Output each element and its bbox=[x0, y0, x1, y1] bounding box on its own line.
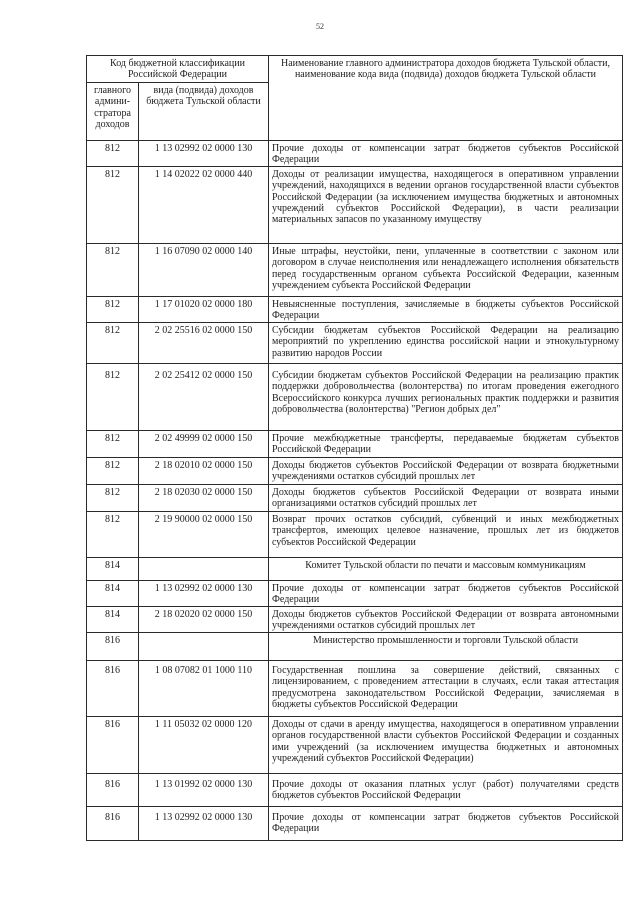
table-row bbox=[87, 458, 623, 485]
income-name-cell: Невыясненные поступления, зачисляемые в бюджеты субъектов Российской Федерации bbox=[269, 297, 623, 323]
table-header-row bbox=[87, 56, 623, 83]
admin-code-cell: 816 bbox=[87, 661, 139, 717]
income-code-cell: 2 18 02030 02 0000 150 bbox=[139, 485, 269, 512]
table-row bbox=[87, 244, 623, 297]
income-name-cell: Возврат прочих остатков субсидий, субвенций и иных межбюджетных трансфертов, имеющих целевое назначение, прошлых лет из бюджетов субъектов Российской Федерации bbox=[269, 512, 623, 558]
income-code-cell: 2 19 90000 02 0000 150 bbox=[139, 512, 269, 558]
income-name-cell: Прочие доходы от компенсации затрат бюджетов субъектов Российской Федерации bbox=[269, 807, 623, 841]
admin-code-cell: 816 bbox=[87, 633, 139, 661]
table-row bbox=[87, 661, 623, 717]
income-code-cell: 1 08 07082 01 1000 110 bbox=[139, 661, 269, 717]
admin-code-cell: 816 bbox=[87, 774, 139, 807]
admin-column-header: главного админи-стратора доходов bbox=[87, 83, 139, 141]
table-row bbox=[87, 323, 623, 364]
income-code-cell: 1 13 02992 02 0000 130 bbox=[139, 807, 269, 841]
income-code-cell: 1 11 05032 02 0000 120 bbox=[139, 717, 269, 774]
admin-code-cell: 812 bbox=[87, 485, 139, 512]
admin-code-cell: 816 bbox=[87, 717, 139, 774]
table-row bbox=[87, 774, 623, 807]
table-row bbox=[87, 807, 623, 841]
page-number: 52 bbox=[316, 22, 324, 31]
administrator-name-cell: Комитет Тульской области по печати и массовым коммуникациям bbox=[269, 558, 623, 581]
income-code-column-header: вида (подвида) доходов бюджета Тульской области bbox=[139, 83, 269, 141]
table-row bbox=[87, 717, 623, 774]
income-name-cell: Прочие доходы от оказания платных услуг (работ) получателями средств бюджетов субъектов Российской Федерации bbox=[269, 774, 623, 807]
income-name-cell: Субсидии бюджетам субъектов Российской Федерации на реализацию практик поддержки добровольчества (волонтерства) по итогам проведения ежегодного Всероссийского конкурса лучших региональных практик поддержки и развития добровольчества (волонтерства) "Регион добрых дел" bbox=[269, 364, 623, 431]
income-name-cell: Доходы от сдачи в аренду имущества, находящегося в оперативном управлении органов государственной власти субъектов Российской Федерации и созданных ими учреждений (за исключением имущества бюджетных и автономных учреждений субъектов Российской Федерации) bbox=[269, 717, 623, 774]
admin-code-cell: 814 bbox=[87, 607, 139, 633]
income-code-cell: 1 16 07090 02 0000 140 bbox=[139, 244, 269, 297]
income-code-cell bbox=[139, 558, 269, 581]
income-name-cell: Доходы от реализации имущества, находящегося в оперативном управлении учреждений, находящихся в ведении органов государственной власти субъектов Российской Федерации (за исключением имущества бюджетных и автономных учреждений субъектов Российской Федерации), в части реализации материальных запасов по указанному имуществу bbox=[269, 167, 623, 244]
budget-classification-table bbox=[86, 55, 623, 841]
admin-code-cell: 814 bbox=[87, 558, 139, 581]
admin-code-cell: 812 bbox=[87, 431, 139, 458]
code-group-header: Код бюджетной классификации Российской Федерации bbox=[87, 56, 269, 83]
income-code-cell: 1 14 02022 02 0000 440 bbox=[139, 167, 269, 244]
table-section-row bbox=[87, 633, 623, 661]
income-code-cell bbox=[139, 633, 269, 661]
income-code-cell: 2 18 02020 02 0000 150 bbox=[139, 607, 269, 633]
table-row bbox=[87, 167, 623, 244]
admin-code-cell: 812 bbox=[87, 297, 139, 323]
table-row bbox=[87, 581, 623, 607]
income-name-cell: Иные штрафы, неустойки, пени, уплаченные в соответствии с законом или договором в случае неисполнения или ненадлежащего исполнения обязательств перед государственным органом субъекта Российской Федерации, казенным учреждением субъекта Российской Федерации bbox=[269, 244, 623, 297]
table-row bbox=[87, 297, 623, 323]
admin-code-cell: 812 bbox=[87, 512, 139, 558]
income-code-cell: 1 13 01992 02 0000 130 bbox=[139, 774, 269, 807]
table-row bbox=[87, 141, 623, 167]
table-row bbox=[87, 485, 623, 512]
income-name-cell: Доходы бюджетов субъектов Российской Федерации от возврата бюджетными учреждениями остатков субсидий прошлых лет bbox=[269, 458, 623, 485]
table-row bbox=[87, 512, 623, 558]
table-row bbox=[87, 364, 623, 431]
admin-code-cell: 816 bbox=[87, 807, 139, 841]
income-name-cell: Государственная пошлина за совершение действий, связанных с лицензированием, с проведением аттестации в случаях, если такая аттестация предусмотрена законодательством Российской Федерации, зачисляемая в бюджеты субъектов Российской Федерации bbox=[269, 661, 623, 717]
admin-code-cell: 814 bbox=[87, 581, 139, 607]
admin-code-cell: 812 bbox=[87, 141, 139, 167]
admin-code-cell: 812 bbox=[87, 167, 139, 244]
admin-code-cell: 812 bbox=[87, 323, 139, 364]
income-code-cell: 1 17 01020 02 0000 180 bbox=[139, 297, 269, 323]
income-code-cell: 2 18 02010 02 0000 150 bbox=[139, 458, 269, 485]
income-name-cell: Доходы бюджетов субъектов Российской Федерации от возврата автономными учреждениями остатков субсидий прошлых лет bbox=[269, 607, 623, 633]
admin-code-cell: 812 bbox=[87, 244, 139, 297]
table-row bbox=[87, 431, 623, 458]
name-column-header: Наименование главного администратора доходов бюджета Тульской области, наименование кода вида (подвида) доходов бюджета Тульской области bbox=[269, 56, 623, 141]
administrator-name-cell: Министерство промышленности и торговли Тульской области bbox=[269, 633, 623, 661]
income-name-cell: Доходы бюджетов субъектов Российской Федерации от возврата иными организациями остатков субсидий прошлых лет bbox=[269, 485, 623, 512]
income-name-cell: Прочие межбюджетные трансферты, передаваемые бюджетам субъектов Российской Федерации bbox=[269, 431, 623, 458]
table-section-row bbox=[87, 558, 623, 581]
admin-code-cell: 812 bbox=[87, 364, 139, 431]
income-code-cell: 2 02 49999 02 0000 150 bbox=[139, 431, 269, 458]
income-name-cell: Прочие доходы от компенсации затрат бюджетов субъектов Российской Федерации bbox=[269, 141, 623, 167]
income-code-cell: 1 13 02992 02 0000 130 bbox=[139, 141, 269, 167]
admin-code-cell: 812 bbox=[87, 458, 139, 485]
income-name-cell: Прочие доходы от компенсации затрат бюджетов субъектов Российской Федерации bbox=[269, 581, 623, 607]
table-row bbox=[87, 607, 623, 633]
income-code-cell: 2 02 25412 02 0000 150 bbox=[139, 364, 269, 431]
income-code-cell: 2 02 25516 02 0000 150 bbox=[139, 323, 269, 364]
income-name-cell: Субсидии бюджетам субъектов Российской Федерации на реализацию мероприятий по укреплению единства российской нации и этнокультурному развитию народов России bbox=[269, 323, 623, 364]
income-code-cell: 1 13 02992 02 0000 130 bbox=[139, 581, 269, 607]
